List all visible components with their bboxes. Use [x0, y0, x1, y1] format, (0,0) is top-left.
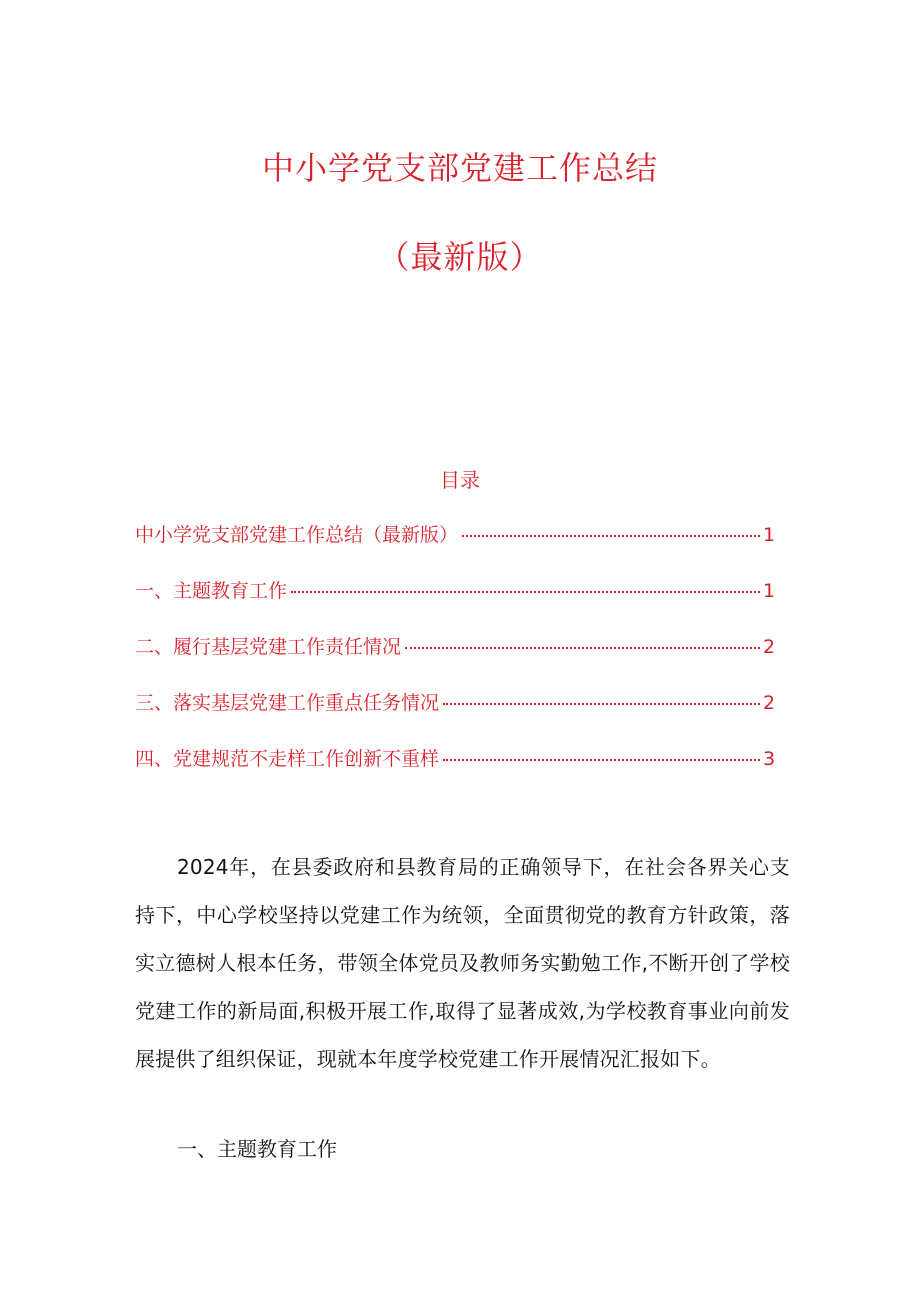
toc-entry-section-4[interactable]: [135, 744, 775, 800]
document-title: 中小学党支部党建工作总结: [261, 149, 658, 187]
toc-heading: 目录: [440, 468, 480, 492]
toc-leader-dots: [443, 703, 760, 705]
toc-entry-title[interactable]: [135, 520, 775, 576]
toc-entry-text: 二、履行基层党建工作责任情况: [135, 636, 402, 658]
toc-entry-text: 四、党建规范不走样工作创新不重样: [135, 748, 440, 770]
document-subtitle: （最新版）: [377, 238, 543, 276]
toc-leader-dots: [443, 759, 760, 761]
toc-entry-section-2[interactable]: [135, 632, 775, 688]
table-of-contents: [135, 520, 775, 800]
intro-paragraph: 2024年，在县委政府和县教育局的正确领导下，在社会各界关心支持下，中心学校坚持以党建工作为统领，全面贯彻党的教育方针政策，落实立德树人根本任务，带领全体党员及教师务实勤勉工作,不断开创了学校党建工作的新局面,积极开展工作,取得了显著成效,为学校教育事业向前发展提供了组织保证，现就本年度学校党建工作开展情况汇报如下。: [135, 855, 790, 1071]
toc-page-number: 3: [763, 748, 776, 770]
toc-page-number: 1: [763, 524, 776, 546]
section-heading: 一、主题教育工作: [177, 1137, 337, 1161]
toc-entry-text: 一、主题教育工作: [135, 580, 288, 602]
toc-entry-section-1[interactable]: [135, 576, 775, 632]
toc-entry-text: 三、落实基层党建工作重点任务情况: [135, 692, 440, 714]
toc-page-number: 2: [763, 636, 776, 658]
toc-page-number: 2: [763, 692, 776, 714]
toc-leader-dots: [462, 535, 760, 537]
toc-leader-dots: [405, 647, 760, 649]
toc-page-number: 1: [763, 580, 776, 602]
toc-entry-text: 中小学党支部党建工作总结（最新版）: [135, 524, 459, 546]
toc-entry-section-3[interactable]: [135, 688, 775, 744]
toc-leader-dots: [291, 591, 760, 593]
